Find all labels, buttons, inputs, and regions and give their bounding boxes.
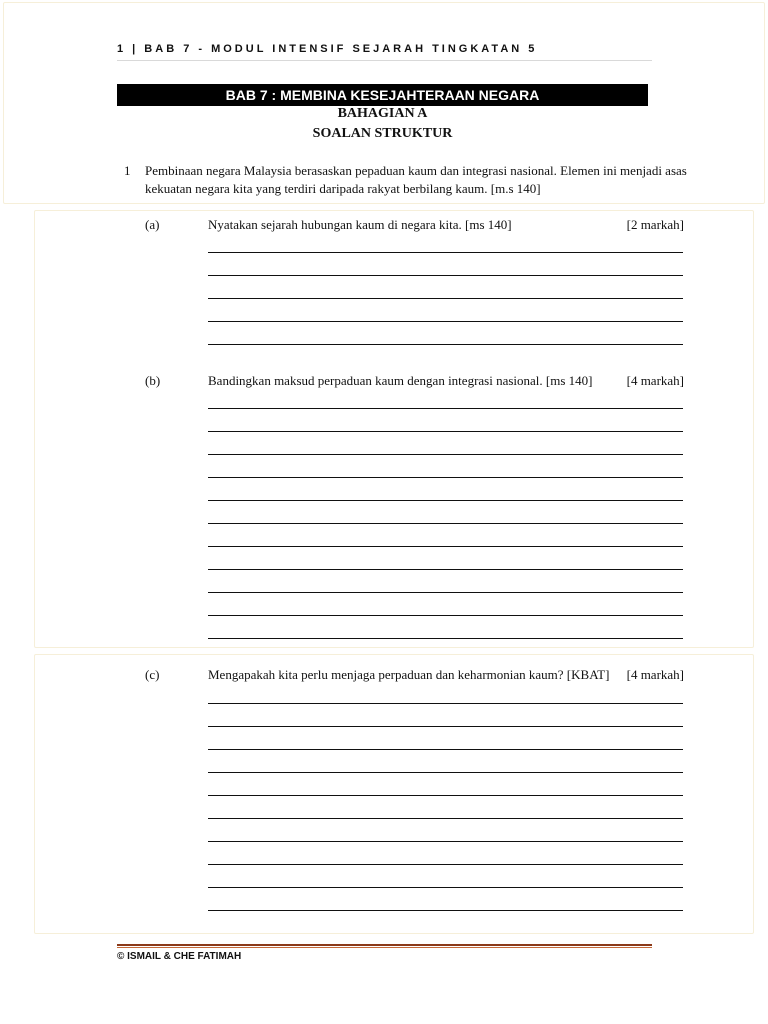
part-c-question: Mengapakah kita perlu menjaga perpaduan dan keharmonian kaum? [KBAT] <box>208 667 610 682</box>
answer-line <box>208 500 683 501</box>
answer-line <box>208 703 683 704</box>
section-type: SOALAN STRUKTUR <box>312 126 453 141</box>
answer-line <box>208 275 683 276</box>
answer-line <box>208 772 683 773</box>
footer-rule <box>117 944 652 946</box>
header-rule <box>117 60 652 61</box>
question-stem: Pembinaan negara Malaysia berasaskan pepaduan kaum dan integrasi nasional. Elemen ini menjadi asas kekuatan negara kita yang terdiri daripada rakyat berbilang kaum. [m.s 140] <box>145 163 687 196</box>
answer-line <box>208 477 683 478</box>
answer-line <box>208 408 683 409</box>
part-c-label: (c) <box>145 667 160 682</box>
chapter-title: BAB 7 : MEMBINA KESEJAHTERAAN NEGARA <box>117 84 648 106</box>
answer-line <box>208 252 683 253</box>
answer-line <box>208 454 683 455</box>
page-header: 1 | BAB 7 - MODUL INTENSIF SEJARAH TINGKATAN 5 <box>117 43 538 55</box>
answer-line <box>208 523 683 524</box>
answer-line <box>208 344 683 345</box>
answer-line <box>208 841 683 842</box>
part-b-question: Bandingkan maksud perpaduan kaum dengan integrasi nasional. [ms 140] <box>208 373 593 388</box>
answer-line <box>208 887 683 888</box>
answer-line <box>208 638 683 639</box>
answer-line <box>208 726 683 727</box>
answer-line <box>208 864 683 865</box>
answer-line <box>208 569 683 570</box>
footer-rule-accent <box>117 947 652 948</box>
answer-line <box>208 818 683 819</box>
answer-line <box>208 546 683 547</box>
part-c-marks: [4 markah] <box>626 667 684 682</box>
answer-line <box>208 749 683 750</box>
answer-line <box>208 321 683 322</box>
footer-copyright: © ISMAIL & CHE FATIMAH <box>117 951 242 962</box>
section-label: BAHAGIAN A <box>337 106 428 121</box>
page-panel-bottom <box>34 654 754 934</box>
part-a-question: Nyatakan sejarah hubungan kaum di negara kita. [ms 140] <box>208 217 512 232</box>
part-a-label: (a) <box>145 217 160 232</box>
part-a-marks: [2 markah] <box>626 217 684 232</box>
question-number: 1 <box>124 163 131 178</box>
answer-line <box>208 795 683 796</box>
answer-line <box>208 431 683 432</box>
answer-line <box>208 910 683 911</box>
part-b-label: (b) <box>145 373 161 388</box>
answer-line <box>208 615 683 616</box>
answer-line <box>208 592 683 593</box>
part-b-marks: [4 markah] <box>626 373 684 388</box>
answer-line <box>208 298 683 299</box>
